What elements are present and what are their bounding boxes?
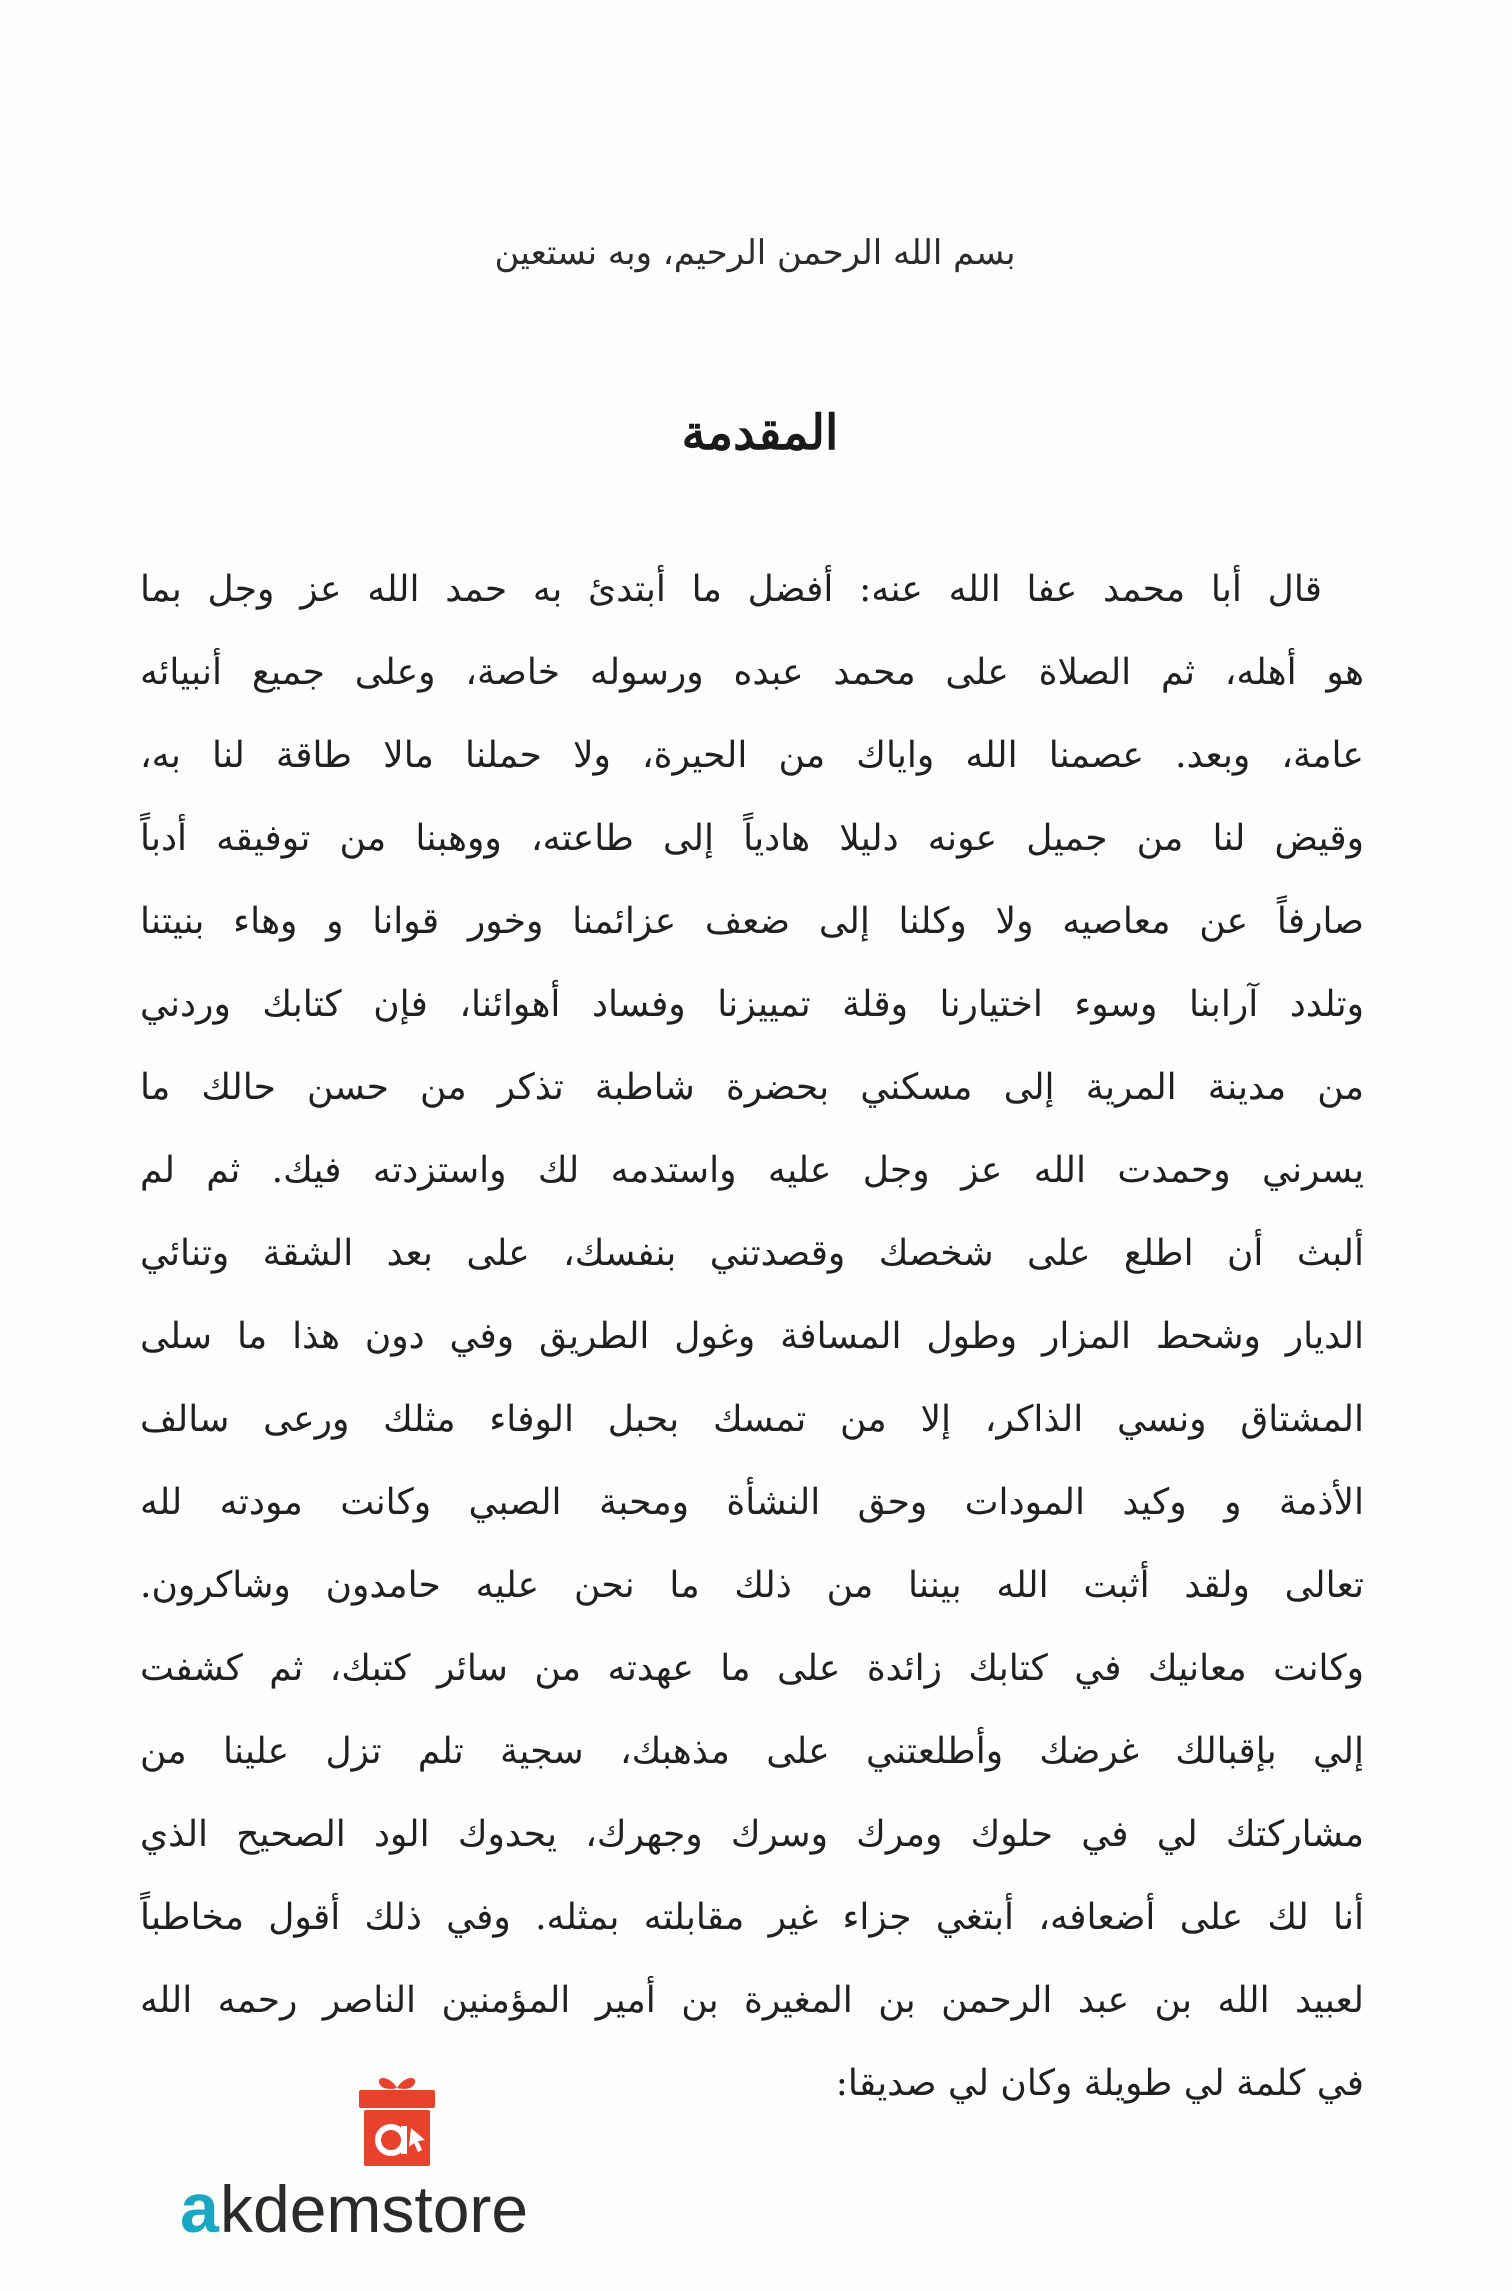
paragraph-line: في كلمة لي طويلة وكان لي صديقا: [835,2063,1364,2104]
paragraph-line: مشاركتك لي في حلوك ومرك وسرك وجهرك، يحدوك الود الصحيح الذي [140,1814,1364,1855]
paragraph-line: هو أهله، ثم الصلاة على محمد عبده ورسوله خاصة، وعلى جميع أنبيائه [140,652,1364,693]
akdemstore-wordmark [180,2170,640,2250]
paragraph-line: تعالى ولقد أثبت الله بيننا من ذلك ما نحن عليه حامدون وشاكرون. [140,1565,1364,1606]
paragraph-line: الديار وشحط المزار وطول المسافة وغول الطريق وفي دون هذا ما سلى [140,1316,1364,1357]
paragraph-line: المشتاق ونسي الذاكر، إلا من تمسك بحبل الوفاء مثلك ورعى سالف [140,1399,1364,1440]
paragraph-line: لعبيد الله بن عبد الرحمن بن المغيرة بن أمير المؤمنين الناصر رحمه الله [140,1980,1364,2021]
body-paragraph [140,548,1364,2125]
paragraph-line: يسرني وحمدت الله عز وجل عليه واستدمه لك واستزدته فيك. ثم لم [140,1150,1364,1191]
paragraph-line: إلي بإقبالك غرضك وأطلعتني على مذهبك، سجية تلم تزل علينا من [140,1731,1364,1772]
svg-text:a: a [180,2170,219,2247]
paragraph-line: الأذمة و وكيد المودات وحق النشأة ومحبة الصبي وكانت مودته لله [140,1482,1364,1523]
paragraph-line: أنا لك على أضعافه، أبتغي جزاء غير مقابلته بمثله. وفي ذلك أقول مخاطباً [140,1897,1364,1938]
section-heading: المقدمة [681,405,839,461]
paragraph-line: ألبث أن اطلع على شخصك وقصدتني بنفسك، على بعد الشقة وتنائي [140,1233,1364,1274]
paragraph-line: وكانت معانيك في كتابك زائدة على ما عهدته من سائر كتبك، ثم كشفت [140,1648,1364,1689]
paragraph-line: عامة، وبعد. عصمنا الله واياك من الحيرة، ولا حملنا مالا طاقة لنا به، [140,735,1364,776]
basmala-line: بسم الله الرحمن الرحيم، وبه نستعين [494,233,1016,273]
paragraph-line: من مدينة المرية إلى مسكني بحضرة شاطبة تذكر من حسن حالك ما [140,1067,1364,1108]
akdemstore-watermark-logo [180,2070,640,2250]
paragraph-line: وقيض لنا من جميل عونه دليلا هادياً إلى طاعته، ووهبنا من توفيقه أدباً [140,818,1364,859]
paragraph-line: صارفاً عن معاصيه ولا وكلنا إلى ضعف عزائمنا وخور قوانا و وهاء بنيتنا [140,901,1364,942]
paragraph-line: وتلدد آرابنا وسوء اختيارنا وقلة تمييزنا وفساد أهوائنا، فإن كتابك وردني [140,984,1364,1025]
svg-text:kdemstore: kdemstore [220,2172,529,2246]
paragraph-line: قال أبا محمد عفا الله عنه: أفضل ما أبتدئ به حمد الله عز وجل بما [140,569,1322,610]
gift-box-a-cursor-icon [355,2070,439,2170]
